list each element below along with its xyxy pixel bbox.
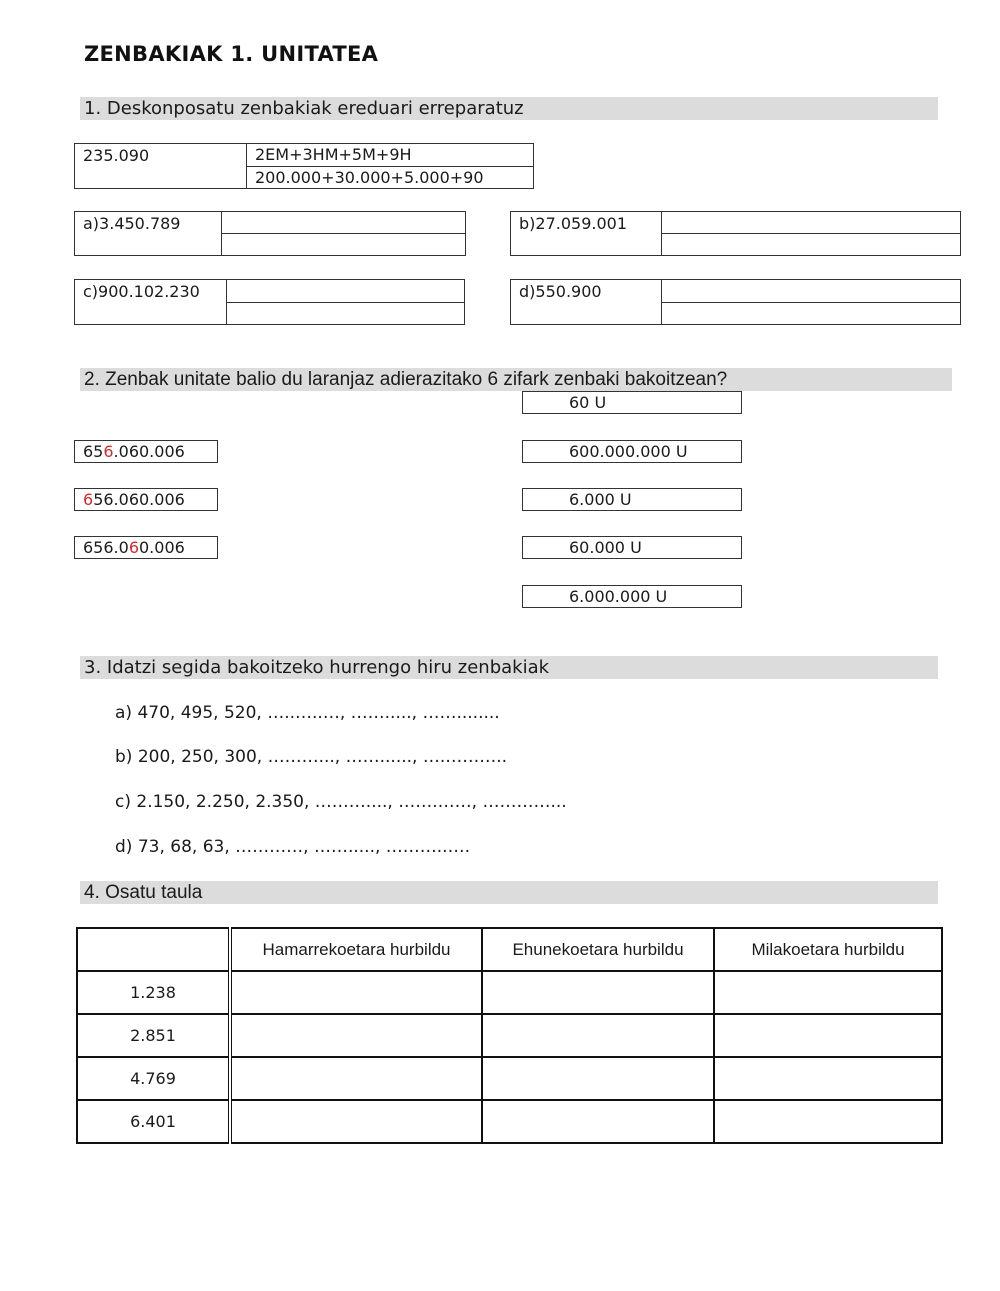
- answer-cell-tens[interactable]: [230, 1014, 482, 1057]
- header-empty: [77, 928, 230, 971]
- answer-field-row-1[interactable]: [662, 280, 960, 303]
- header-tens: Hamarrekoetara hurbildu: [230, 928, 482, 971]
- decomposition-item-d: [510, 279, 961, 325]
- section-3-heading: 3. Idatzi segida bakoitzeko hurrengo hiru zenbakiak: [80, 656, 938, 679]
- item-label: d)550.900: [511, 280, 662, 324]
- answer-cell-tens[interactable]: [230, 1057, 482, 1100]
- answer-cell-hundreds[interactable]: [482, 1057, 714, 1100]
- answer-cell-thousands[interactable]: [714, 1100, 942, 1143]
- table-row: [77, 1057, 942, 1100]
- header-hundreds: Ehunekoetara hurbildu: [482, 928, 714, 971]
- rounding-table: [76, 927, 943, 1144]
- value-card-5[interactable]: 6.000.000 U: [522, 585, 742, 608]
- answer-field-row-2[interactable]: [662, 234, 960, 255]
- answer-field-row-1[interactable]: [222, 212, 465, 234]
- highlighted-digit: 6: [83, 490, 94, 509]
- example-number: 235.090: [75, 144, 247, 188]
- answer-cell-thousands[interactable]: [714, 1057, 942, 1100]
- section-1-heading: 1. Deskonposatu zenbakiak ereduari erreparatuz: [80, 97, 938, 120]
- number-card-1[interactable]: [74, 440, 218, 463]
- row-number: 2.851: [77, 1014, 230, 1057]
- value-card-1[interactable]: 60 U: [522, 391, 742, 414]
- answer-field-row-2[interactable]: [227, 303, 464, 325]
- row-number: 4.769: [77, 1057, 230, 1100]
- answer-field-row-1[interactable]: [662, 212, 960, 234]
- table-row: [77, 971, 942, 1014]
- digits-before: 656.0: [83, 538, 129, 557]
- number-card-2[interactable]: [74, 488, 218, 511]
- section-2-heading: 2. Zenbak unitate balio du laranjaz adierazitako 6 zifark zenbaki bakoitzean?: [80, 368, 952, 391]
- page-title: ZENBAKIAK 1. UNITATEA: [84, 42, 379, 66]
- table-row: [77, 1100, 942, 1143]
- decomposition-item-a: [74, 211, 466, 256]
- answer-cell-hundreds[interactable]: [482, 1100, 714, 1143]
- value-card-2[interactable]: 600.000.000 U: [522, 440, 742, 463]
- sequence-b[interactable]: b) 200, 250, 300, ………..., ……......, ….………..: [115, 747, 508, 767]
- answer-cell-thousands[interactable]: [714, 1014, 942, 1057]
- digits-after: .060.006: [113, 442, 185, 461]
- answer-cell-tens[interactable]: [230, 1100, 482, 1143]
- decomposition-item-c: [74, 279, 465, 325]
- sequence-c[interactable]: c) 2.150, 2.250, 2.350, ………...., …….……, …………...: [115, 792, 567, 812]
- highlighted-digit: 6: [103, 442, 114, 461]
- item-label: c)900.102.230: [75, 280, 227, 324]
- number-card-3[interactable]: [74, 536, 218, 559]
- row-number: 1.238: [77, 971, 230, 1014]
- answer-cell-hundreds[interactable]: [482, 971, 714, 1014]
- answer-field-row-2[interactable]: [662, 303, 960, 325]
- row-number: 6.401: [77, 1100, 230, 1143]
- value-card-3[interactable]: 6.000 U: [522, 488, 742, 511]
- table-header-row: [77, 928, 942, 971]
- section-4-heading: 4. Osatu taula: [80, 881, 938, 904]
- digits-after: 56.060.006: [93, 490, 185, 509]
- sequence-a[interactable]: a) 470, 495, 520, …..…..…, ……....., ……........: [115, 703, 500, 723]
- answer-field-row-2[interactable]: [222, 234, 465, 255]
- table-row: [77, 1014, 942, 1057]
- answer-cell-thousands[interactable]: [714, 971, 942, 1014]
- example-row-1: 2EM+3HM+5M+9H: [247, 144, 533, 167]
- example-row-2: 200.000+30.000+5.000+90: [255, 167, 484, 187]
- item-label: b)27.059.001: [511, 212, 662, 255]
- digits-before: 65: [83, 442, 104, 461]
- answer-cell-hundreds[interactable]: [482, 1014, 714, 1057]
- answer-cell-tens[interactable]: [230, 971, 482, 1014]
- sequence-d[interactable]: d) 73, 68, 63, …………, ……....., ………..….: [115, 837, 470, 857]
- decomposition-item-b: [510, 211, 961, 256]
- example-decomposition-table: [74, 143, 534, 189]
- item-label: a)3.450.789: [75, 212, 222, 255]
- header-thousands: Milakoetara hurbildu: [714, 928, 942, 971]
- answer-field-row-1[interactable]: [227, 280, 464, 303]
- highlighted-digit: 6: [128, 538, 139, 557]
- digits-after: 0.006: [139, 538, 185, 557]
- value-card-4[interactable]: 60.000 U: [522, 536, 742, 559]
